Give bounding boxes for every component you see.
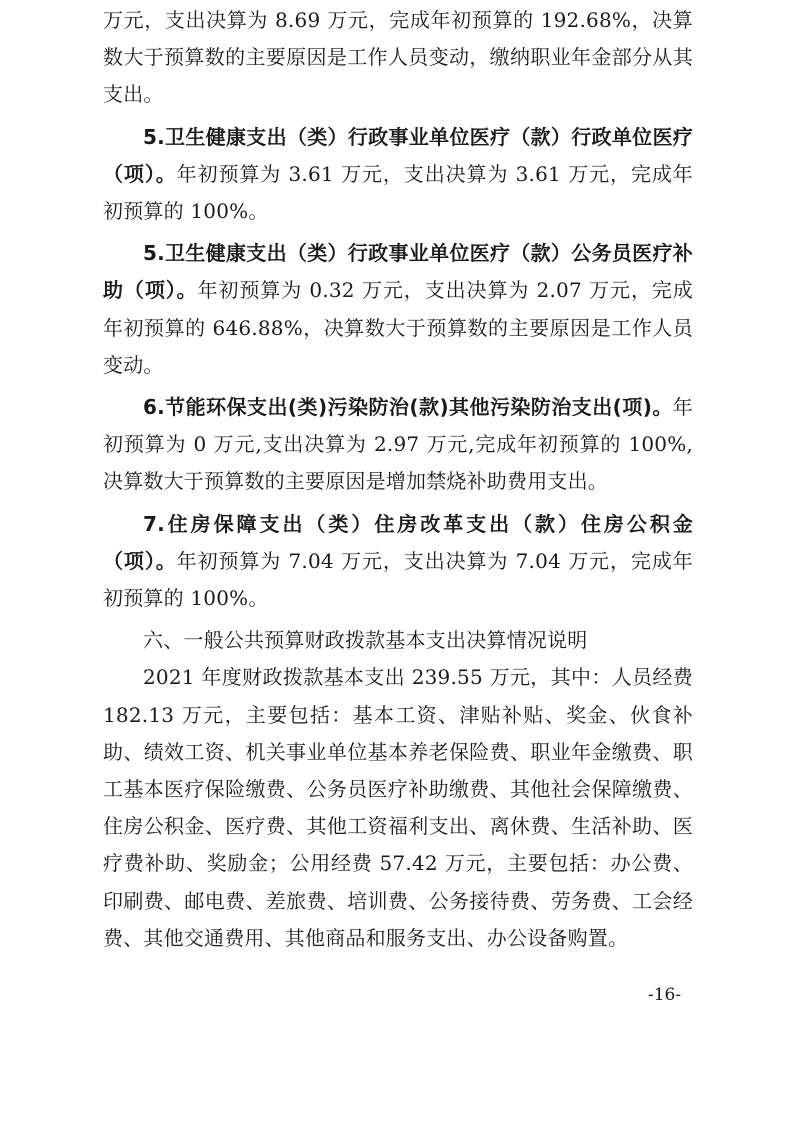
item-paragraph-pollution [103, 389, 693, 501]
item-title: 5.卫生健康支出（类）行政事业单位医疗（款）公务员医疗补助（项）。 [103, 241, 693, 303]
item-title: 6.节能环保支出(类)污染防治(款)其他污染防治支出(项)。 [143, 395, 673, 420]
item-body: 年初预算为 3.61 万元，支出决算为 3.61 万元，完成年初预算的 100%。 [103, 161, 693, 224]
item-paragraph-housing [103, 506, 693, 618]
section-heading: 六、一般公共预算财政拨款基本支出决算情况说明 [143, 628, 588, 653]
item-body: 年初预算为 7.04 万元，支出决算为 7.04 万元，完成年初预算的 100%。 [103, 548, 693, 611]
item-paragraph-medical [103, 119, 693, 231]
document-page [103, 0, 693, 957]
item-body: 年初预算为 0.32 万元，支出决算为 2.07 万元，完成年初预算的 646.88%，决算数大于预算数的主要原因是工作人员变动。 [103, 278, 693, 377]
item-body: 年初预算为 0 万元,支出决算为 2.97 万元,完成年初预算的 100%,决算数大于预算数的主要原因是增加禁烧补助费用支出。 [103, 395, 693, 494]
item-paragraph-civil-servant-medical [103, 235, 693, 384]
item-title: 5.卫生健康支出（类）行政事业单位医疗（款）行政单位医疗（项）。 [103, 124, 693, 186]
section-body: 2021 年度财政拨款基本支出 239.55 万元，其中：人员经费 182.13 万元，主要包括：基本工资、津贴补贴、奖金、伙食补助、绩效工资、机关事业单位基本养老保险费、职业年金缴费、职工基本医疗保险缴费、公务员医疗补助缴费、其他社会保障缴费、住房公积金、医疗费、其他工资福利支出、离休费、生活补助、医疗费补助、奖励金；公用经费 57.42 万元，主要包括：办公费、印刷费、邮电费、差旅费、培训费、公务接待费、劳务费、工会经费、其他交通费用、其他商品和服务支出、办公设备购置。 [103, 665, 693, 950]
continuation-paragraph: 万元，支出决算为 8.69 万元，完成年初预算的 192.68%，决算数大于预算数的主要原因是工作人员变动，缴纳职业年金部分从其支出。 [103, 8, 693, 107]
page-number: -16- [648, 985, 682, 1005]
item-title: 7.住房保障支出（类）住房改革支出（款）住房公积金（项）。 [103, 511, 693, 573]
